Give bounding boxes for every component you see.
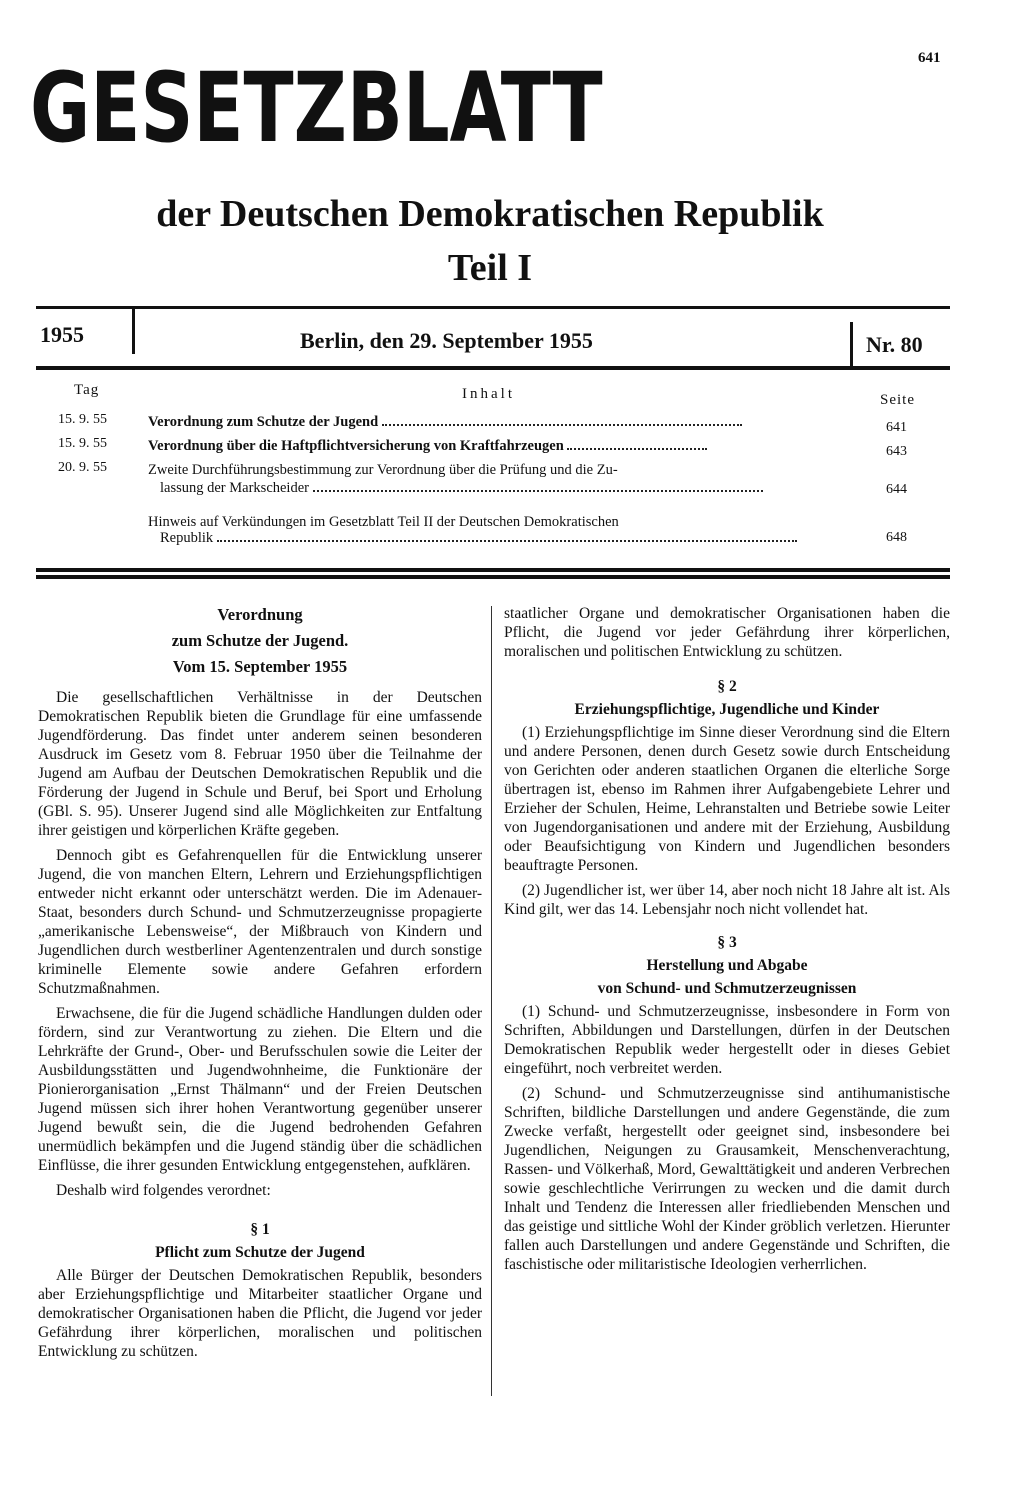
- section-paragraph: (2) Jugendlicher ist, wer über 14, aber noch nicht 18 Jahre alt ist. Als Kind gilt, wer das 14. Lebensjahr noch nicht vollendet hat.: [504, 882, 950, 918]
- toc-entry-date: 20. 9. 55: [58, 460, 107, 475]
- article-column-left: [38, 604, 482, 1360]
- issue-year: 1955: [40, 322, 84, 347]
- section-paragraph-cont: staatlicher Organe und demokratischer Organisationen haben die Pflicht, die Jugend vor jeder Gefährdung ihrer körperlichen, moralischen und politischen Entwicklung zu schützen.: [504, 605, 950, 660]
- section-paragraph: (1) Schund- und Schmutzerzeugnisse, insbesondere in Form von Schriften, Abbildungen und Darstellungen, dürfen in der Deutschen Demokratischen Republik weder hergestellt oder in dieses Gebiet eingeführt, noch verbreitet werden.: [504, 1003, 950, 1077]
- part-label: Teil I: [447, 247, 533, 289]
- toc-bottom-rule-2: [36, 575, 950, 579]
- toc-entry-page: 644: [886, 482, 907, 497]
- dateline-divider-left: [132, 308, 135, 354]
- toc-col-page: Seite: [880, 392, 915, 408]
- article-date: Vom 15. September 1955: [172, 657, 348, 676]
- toc-entry-text-cont: lassung der Markscheider: [160, 480, 309, 496]
- section-title: Pflicht zum Schutze der Jugend: [155, 1244, 365, 1261]
- toc-entry-page: 648: [886, 530, 907, 545]
- toc-entry-date: 15. 9. 55: [58, 436, 107, 451]
- section-number: § 1: [250, 1221, 270, 1238]
- page-number: 641: [918, 50, 941, 66]
- toc-entry-text: Verordnung über die Haftpflichtversicherung von Kraftfahrzeugen: [148, 438, 564, 454]
- dateline-bottom-rule: [36, 366, 950, 370]
- toc-entry-page: 643: [886, 444, 907, 459]
- section-title: Herstellung und Abgabe: [646, 957, 808, 974]
- section-title-line2: von Schund- und Schmutzerzeugnissen: [597, 980, 857, 997]
- issue-dateline: Berlin, den 29. September 1955: [300, 328, 593, 353]
- section-number: § 3: [717, 934, 737, 951]
- dateline-divider-right: [850, 322, 853, 366]
- section-paragraph: (1) Erziehungspflichtige im Sinne dieser Verordnung sind die Eltern und andere Personen, denen durch Gesetz sowie durch Entscheidung von Gerichten oder anderen staatlichen Organen die elterliche Sorge übertragen ist, ebenso im Rahmen ihrer Aufgabengebiete Lehrer und Erzieher der Schulen, Heime, Lehranstalten und Betriebe sowie Leiter von Jugendorganisationen und andere mit der Erziehung, Ausbildung oder Beaufsichtigung von Kindern und Jugendlichen besonders beauftragte Personen.: [504, 724, 950, 874]
- article-title-line2: zum Schutze der Jugend.: [171, 631, 349, 650]
- toc-bottom-rule: [36, 568, 950, 572]
- toc-entry-text-cont: Republik: [160, 530, 214, 546]
- issue-number: Nr. 80: [866, 332, 923, 357]
- toc-entry-text: Zweite Durchführungsbestimmung zur Verordnung über die Prüfung und die Zu-: [148, 462, 618, 478]
- article-column-right: [504, 604, 950, 1280]
- preamble-paragraph: Erwachsene, die für die Jugend schädliche Handlungen dulden oder fördern, sind zur Verantwortung zu ziehen. Die Eltern und die Lehrkräfte der Grund-, Ober- und Berufsschulen sowie die Leiter der Ausbildungsstätten und Jugendwohnheime, die Funktionäre der Pionierorganisation „Ernst Thälmann“ und der Freien Deutschen Jugend müssen sich ihrer hohen Verantwortung gegenüber unserer Jugend bewußt sein, die die Jugend bedrohenden Gefahren unermüdlich bekämpfen und die Jugend ständig über die schädlichen Einflüsse, die ihrer gesunden Entwicklung entgegenstehen, aufklären.: [38, 1005, 482, 1174]
- dateline-top-rule: [36, 306, 950, 309]
- section-paragraph: Alle Bürger der Deutschen Demokratischen Republik, besonders aber Erziehungspflichtige und Mitarbeiter staatlicher Organe und demokratischer Organisationen haben die Pflicht, die Jugend vor jeder Gefährdung ihrer körperlichen, moralischen und politischen Entwicklung zu schützen.: [38, 1267, 482, 1360]
- preamble-paragraph: Die gesellschaftlichen Verhältnisse in der Deutschen Demokratischen Republik bieten die Grundlage für eine umfassende Jugendförderung. Das findet unter anderem seinen besonderen Ausdruck im Gesetz vom 8. Februar 1950 über die Teilnahme der Jugend am Aufbau der Deutschen Demokratischen Republik und die Förderung der Jugend in Schule und Beruf, bei Sport und Erholung (GBl. S. 95). Unserer Jugend sind alle Möglichkeiten zur Entfaltung ihrer geistigen und körperlichen Kräfte gegeben.: [38, 689, 482, 839]
- section-number: § 2: [717, 678, 737, 695]
- toc-entry-text: Verordnung zum Schutze der Jugend: [148, 414, 379, 430]
- column-divider: [491, 606, 492, 1396]
- preamble-paragraph: Dennoch gibt es Gefahrenquellen für die Entwicklung unserer Jugend, die von manchen Eltern, Lehrern und Erziehungspflichtigen entweder nicht erkannt oder unterschätzt werden. Die im Adenauer-Staat, besonders durch Schund- und Schmutzerzeugnisse propagierte „amerikanische Lebensweise“, der Mißbrauch von Kindern und Jugendlichen durch westberliner Agentenzentralen und durch sonstige kriminelle Elemente sowie andere Gefahren erfordern Schutzmaßnahmen.: [38, 847, 482, 997]
- toc-col-date: Tag: [74, 382, 100, 398]
- preamble-paragraph: Deshalb wird folgendes verordnet:: [56, 1182, 271, 1199]
- masthead-subtitle: der Deutschen Demokratischen Republik: [156, 193, 824, 235]
- toc-entry-page: 641: [886, 420, 907, 435]
- section-title: Erziehungspflichtige, Jugendliche und Kinder: [574, 701, 880, 718]
- toc-entry-date: 15. 9. 55: [58, 412, 107, 427]
- article-title: Verordnung: [217, 605, 303, 624]
- masthead-title: GESETZBLATT: [30, 52, 603, 164]
- toc-col-content: Inhalt: [462, 386, 515, 402]
- section-paragraph: (2) Schund- und Schmutzerzeugnisse sind antihumanistische Schriften, bildliche Darstellungen und andere Gegenstände, die zum Zwecke verfaßt, hergestellt oder geeignet sind, insbesondere bei Jugendlichen, Neigungen zu Grausamkeit, Menschenverachtung, Rassen- und Völkerhaß, Mord, Gewalttätigkeit und anderen Verbrechen sowie geschlechtliche Verirrungen zu wecken und die damit durch Inhalt und Tendenz die Interessen aller friedliebenden Menschen und das geistige und sittliche Wohl der Kinder gröblich verletzen. Hierunter fallen auch Darstellungen und andere Gegenstände und Schriften, die faschistische oder militaristische Ideologien verherrlichen.: [504, 1085, 950, 1273]
- toc-entry-text: Hinweis auf Verkündungen im Gesetzblatt Teil II der Deutschen Demokratischen: [148, 514, 619, 530]
